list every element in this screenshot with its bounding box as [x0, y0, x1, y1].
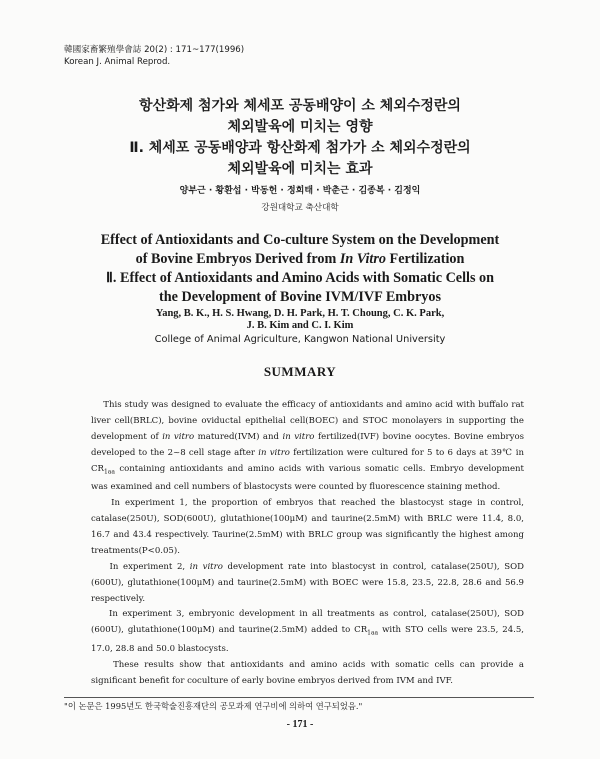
summary-paragraph-3	[91, 560, 524, 608]
p1-text-c: fertilized(IVF) bovine oocytes. Bovine embryos developed to the 2~8 cell stage after	[91, 431, 524, 458]
korean-authors: 양부근 · 황환섭 · 박동헌 · 정희태 · 박춘근 · 김종복 · 김정익	[179, 186, 421, 196]
p1-text-b: matured(IVM) and	[194, 431, 283, 442]
p1-italic-2: in vitro	[282, 431, 315, 442]
summary-paragraph-4	[91, 607, 524, 657]
p1-text-a: This study was designed to evaluate the efficacy of antioxidants and amino acid with buffalo rat liver cell(BRLC), bovine oviductal epithelial cell(BOEC) and STOC monolayers in supporting the development of	[91, 400, 524, 442]
summary-heading: SUMMARY	[263, 364, 337, 379]
p5-text: These results show that antioxidants and amino acids with somatic cells can provide a significant benefit for coculture of early bovine embryos derived from IVM and IVF.	[91, 659, 524, 686]
summary-paragraph-5	[91, 658, 524, 690]
p1-subscript: 1aa	[103, 468, 115, 476]
p1-italic-1: in vitro	[162, 431, 195, 442]
english-title-line-2-start: of Bovine Embryos Derived from	[135, 251, 340, 267]
english-title-line-1: Effect of Antioxidants and Co-culture System on the Development	[100, 232, 500, 248]
english-authors-line-1: Yang, B. K., H. S. Hwang, D. H. Park, H. T. Choung, C. K. Park,	[155, 308, 445, 319]
english-title-line-3: Ⅱ. Effect of Antioxidants and Amino Acids with Somatic Cells on	[105, 270, 495, 286]
footnote: "이 논문은 1995년도 한국학술진흥재단의 공모과제 연구비에 의하여 연구되었음."	[64, 701, 363, 711]
p1-text-e: containing antioxidants and amino acids with various somatic cells. Embryo development was examined and cell numbers of blastocysts were counted by fluorescence staining method.	[91, 463, 524, 493]
journal-header	[64, 44, 244, 68]
english-title-line-2-end: Fertilization	[385, 251, 465, 267]
english-title-line-4: the Development of Bovine IVM/IVF Embryos	[158, 289, 442, 305]
p4-text-b: with STO cells were 23.5, 24.5, 17.0, 28.8 and 50.0 blastocysts.	[91, 625, 525, 654]
journal-name: Korean J. Animal Reprod.	[64, 57, 171, 67]
p3-italic: in vitro	[189, 561, 223, 572]
p3-text-b: development rate into blastocyst in control, catalase(250U), SOD (600U), glutathione(100μM) and taurine(2.5mM) with BOEC were 15.8, 23.5, 22.8, 28.6 and 56.9 respectively.	[91, 561, 524, 604]
english-authors-line-2: J. B. Kim and C. I. Kim	[246, 320, 354, 331]
journal-citation: 韓國家畜繁殖學會誌 20(2) : 171~177(1996)	[64, 45, 245, 55]
korean-title-line-4: 체외발육에 미치는 효과	[227, 161, 373, 177]
page-number: - 171 -	[286, 719, 314, 730]
summary-paragraph-2	[91, 496, 524, 560]
p2-text: In experiment 1, the proportion of embryos that reached the blastocyst stage in control, catalase(250U), SOD(600U), glutathione(100μM) and taurine(2.5mM) with BRLC were 11.4, 8.0, 16.7 and 43.4 respectively. Taurine(2.5mM) with BRLC group was significantly the highest among treatments(P<0.05).	[91, 498, 524, 556]
p4-text-a: In experiment 3, embryonic development in all treatments as control, catalase(250U), SOD (600U), glutathione(100μM) and taurine(2.5mM) added to CR	[91, 609, 524, 636]
p3-text-a: In experiment 2,	[109, 561, 190, 572]
summary-paragraph-1	[91, 398, 524, 496]
korean-title-line-2: 체외발육에 미치는 영향	[227, 119, 373, 135]
korean-title-line-3: Ⅱ. 체세포 공동배양과 항산화제 첨가가 소 체외수정란의	[129, 140, 471, 156]
p1-text-d: fertilization were cultured for 5 to 6 days at 39℃ in CR	[91, 447, 524, 474]
english-title-line-2	[0, 251, 600, 268]
p1-italic-3: in vitro	[258, 447, 290, 458]
korean-affiliation: 강원대학교 축산대학	[261, 203, 339, 213]
english-affiliation: College of Animal Agriculture, Kangwon National University	[154, 334, 446, 345]
footnote-divider	[64, 697, 534, 698]
korean-title-line-1: 항산화제 첨가와 체세포 공동배양이 소 체외수정란의	[139, 98, 461, 114]
summary-body	[91, 398, 524, 690]
english-title-italic: In Vitro	[339, 251, 386, 267]
p4-subscript: 1aa	[367, 630, 379, 638]
